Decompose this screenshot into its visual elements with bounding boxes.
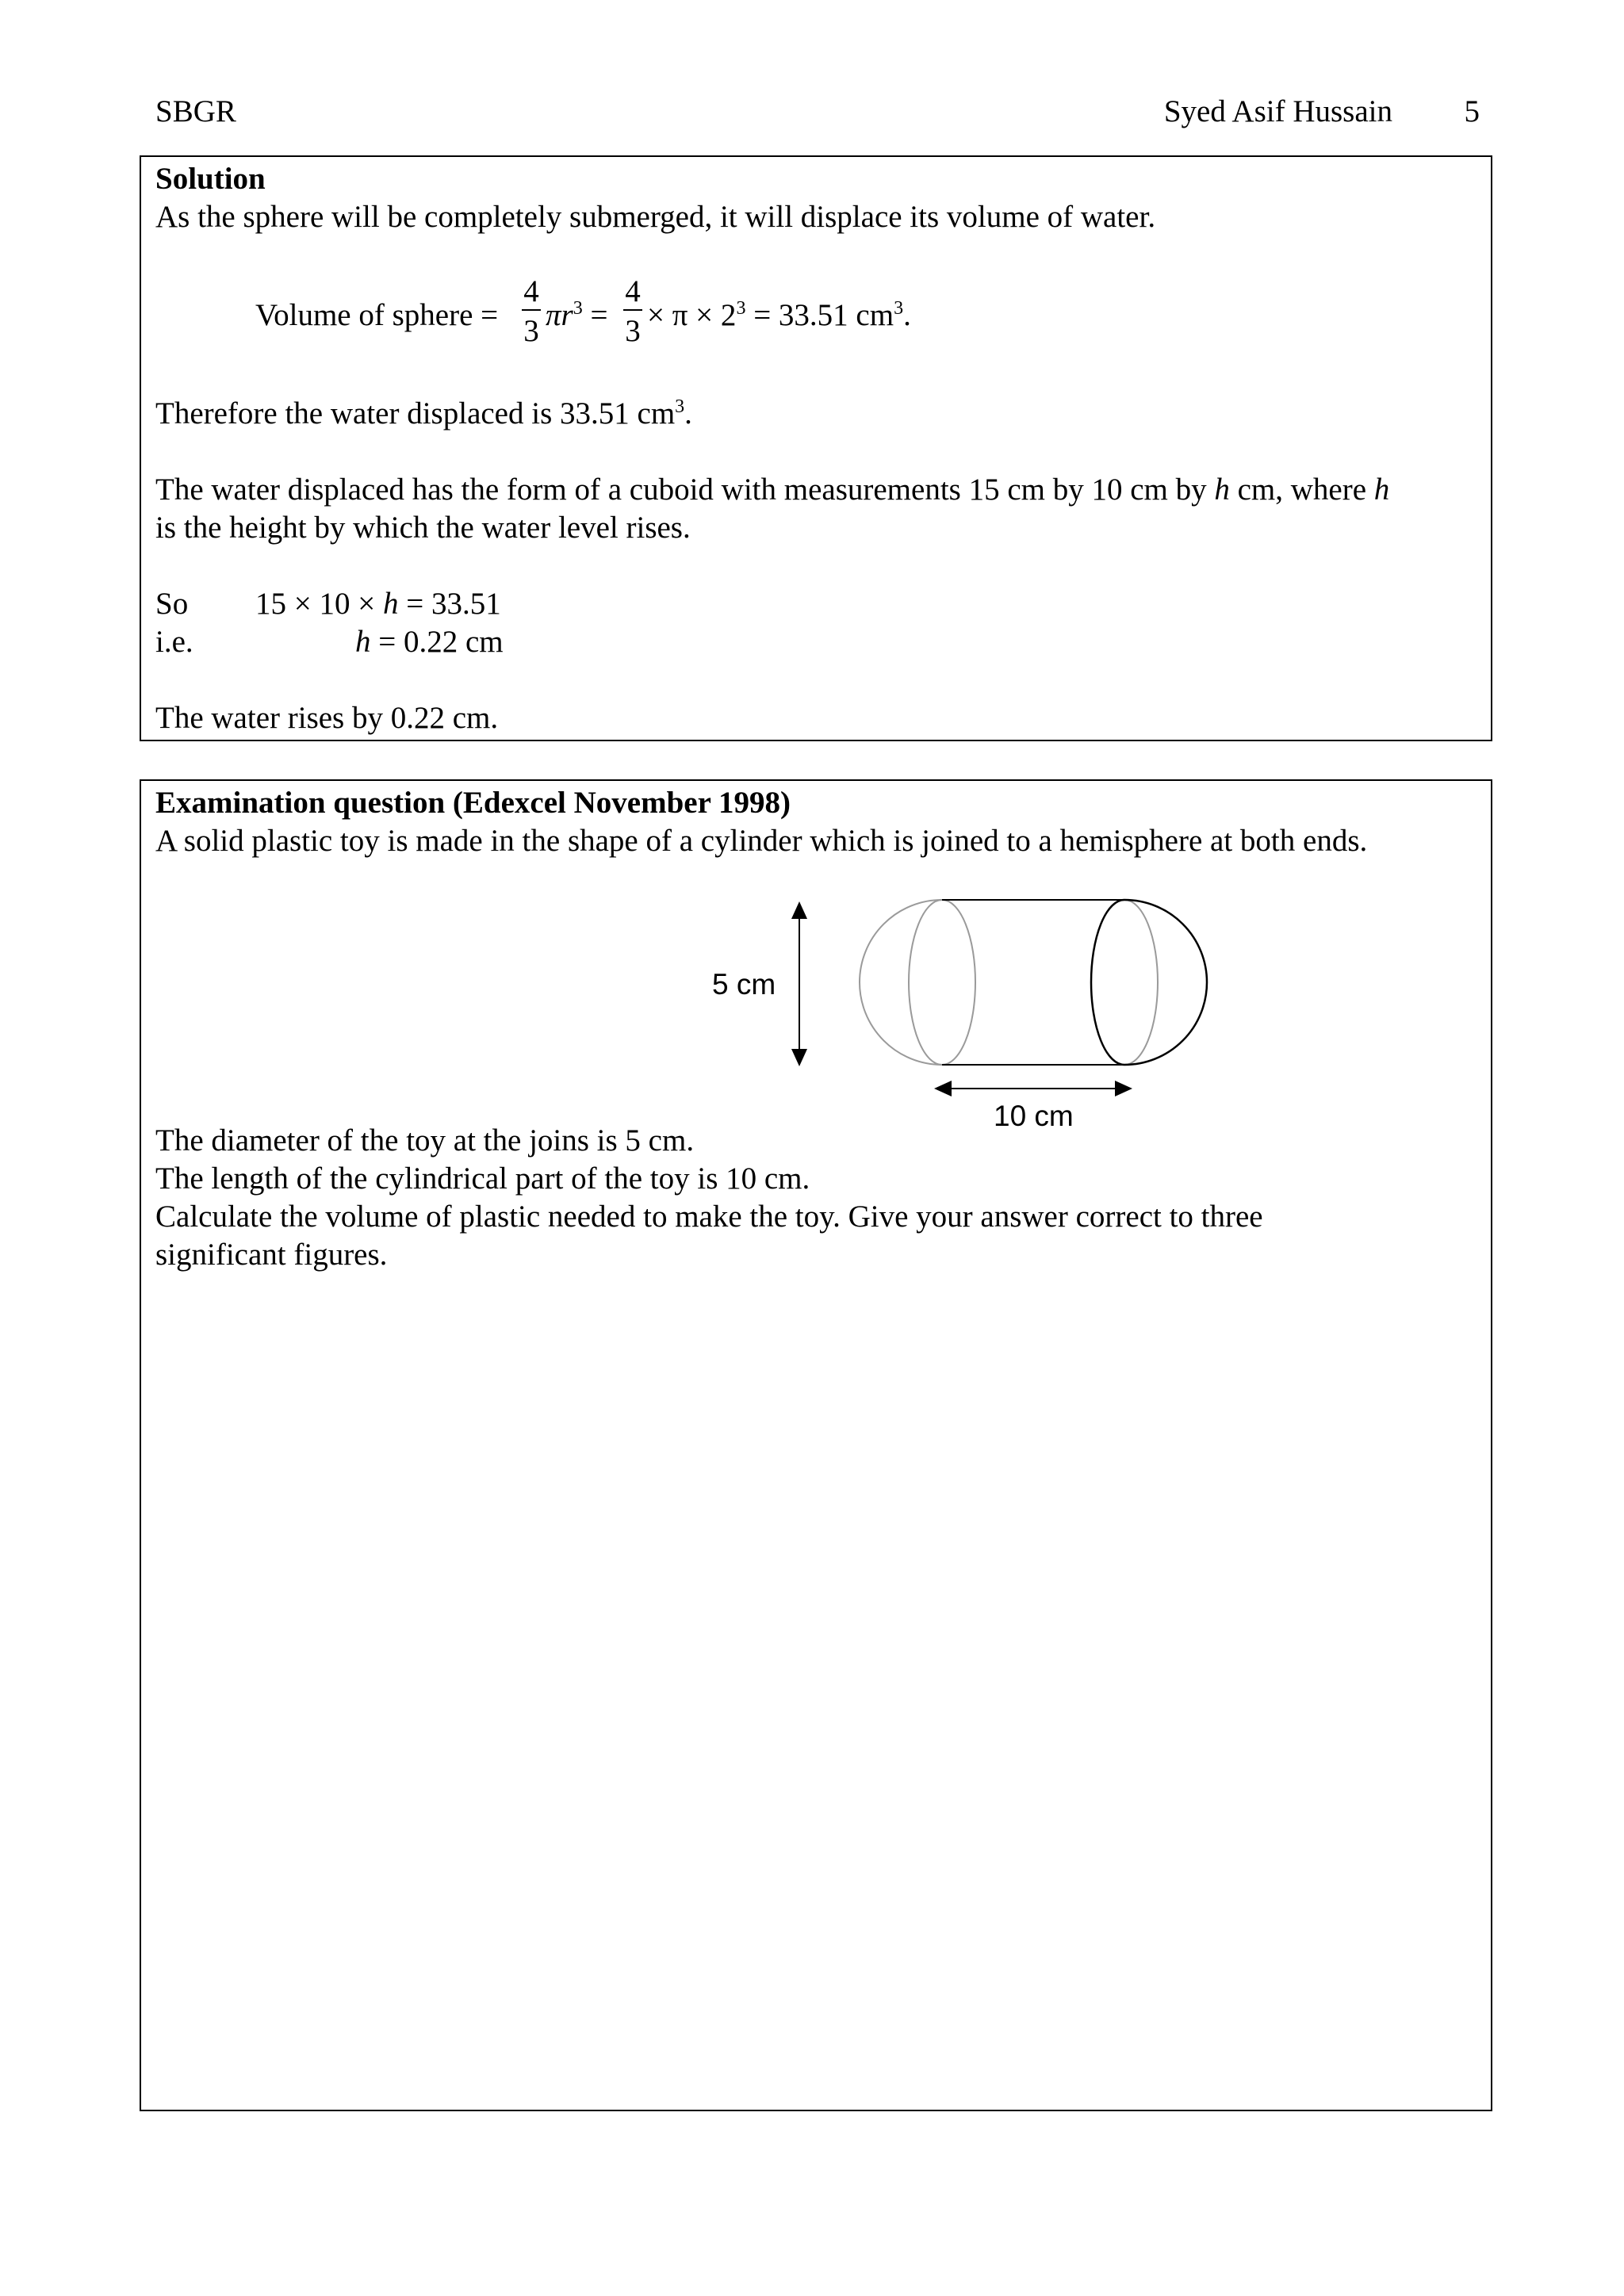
- exam-line-2: The length of the cylindrical part of the toy is 10 cm.: [155, 1161, 810, 1196]
- solution-heading: Solution: [155, 162, 266, 196]
- ie-equation: h = 0.22 cm: [355, 625, 504, 659]
- solution-intro: As the sphere will be completely submerged, it will displace its volume of water.: [155, 200, 1156, 234]
- formula-times: × π × 2: [647, 298, 737, 332]
- displaced-volume-line: Therefore the water displaced is 33.51 $cm^3$.: [155, 396, 692, 430]
- exam-intro: A solid plastic toy is made in the shape of a cylinder which is joined to a hemisphere at both ends.: [155, 824, 1368, 858]
- page-number: 5: [1464, 94, 1480, 128]
- right-join-front: [1091, 900, 1124, 1065]
- fraction-four-thirds-2: 4 3: [623, 276, 642, 347]
- solution-box: Solution As the sphere will be completely submerged, it will displace its volume of water. Volume of sphere = 4 3 $\pi r^3$ = 4 3 × $\pi \times 2^3 = 33.51$ $cm^3$. Therefore the water displaced is 33.51 $cm^3$. The water displaced has the form of a cuboid with measurements 15 cm by 10 cm by h cm, where h is the height by which the water level rises. So 15 × 10 × h = 33.51 i.e. h = 0.22 cm The water rises by 0.22 cm.: [140, 155, 1492, 741]
- right-join-back: [1124, 900, 1158, 1065]
- toy-diagram: [696, 892, 1251, 1161]
- diameter-arrow-up: [791, 901, 807, 919]
- solution-conclusion: The water rises by 0.22 cm.: [155, 701, 499, 735]
- left-join-ellipse: [909, 900, 975, 1065]
- formula-lhs: Volume of sphere =: [255, 298, 499, 332]
- formula-pi-r: πr: [546, 298, 573, 332]
- header-author: Syed Asif Hussain: [1163, 94, 1392, 128]
- fraction-four-thirds: 4 3: [522, 276, 541, 347]
- exam-heading: Examination question (Edexcel November 1998): [155, 786, 791, 820]
- so-equation: 15 × 10 × h = 33.51: [255, 587, 501, 621]
- length-arrow-right: [1115, 1081, 1132, 1096]
- exam-line-3: Calculate the volume of plastic needed to make the toy. Give your answer correct to three: [155, 1200, 1263, 1234]
- formula-result: = 33.51 cm: [745, 298, 894, 332]
- diameter-label: 5 cm: [712, 968, 776, 1001]
- length-arrow-left: [934, 1081, 952, 1096]
- capsule-drawing: [696, 892, 1251, 1161]
- right-hemisphere: [1124, 900, 1207, 1065]
- ie-label: i.e.: [155, 625, 193, 659]
- cuboid-line-1: The water displaced has the form of a cuboid with measurements 15 cm by 10 cm by h cm, where h: [155, 473, 1390, 507]
- exam-question-box: [140, 779, 1492, 2111]
- exam-line-4: significant figures.: [155, 1238, 388, 1272]
- header-left: SBGR: [155, 94, 236, 128]
- left-hemisphere: [860, 900, 942, 1065]
- exam-line-1: The diameter of the toy at the joins is 5 cm.: [155, 1123, 695, 1158]
- diameter-arrow-down: [791, 1049, 807, 1066]
- so-label: So: [155, 587, 189, 621]
- cuboid-line-2: is the height by which the water level rises.: [155, 511, 691, 545]
- page-header: [155, 94, 1480, 138]
- length-label: 10 cm: [994, 1100, 1074, 1132]
